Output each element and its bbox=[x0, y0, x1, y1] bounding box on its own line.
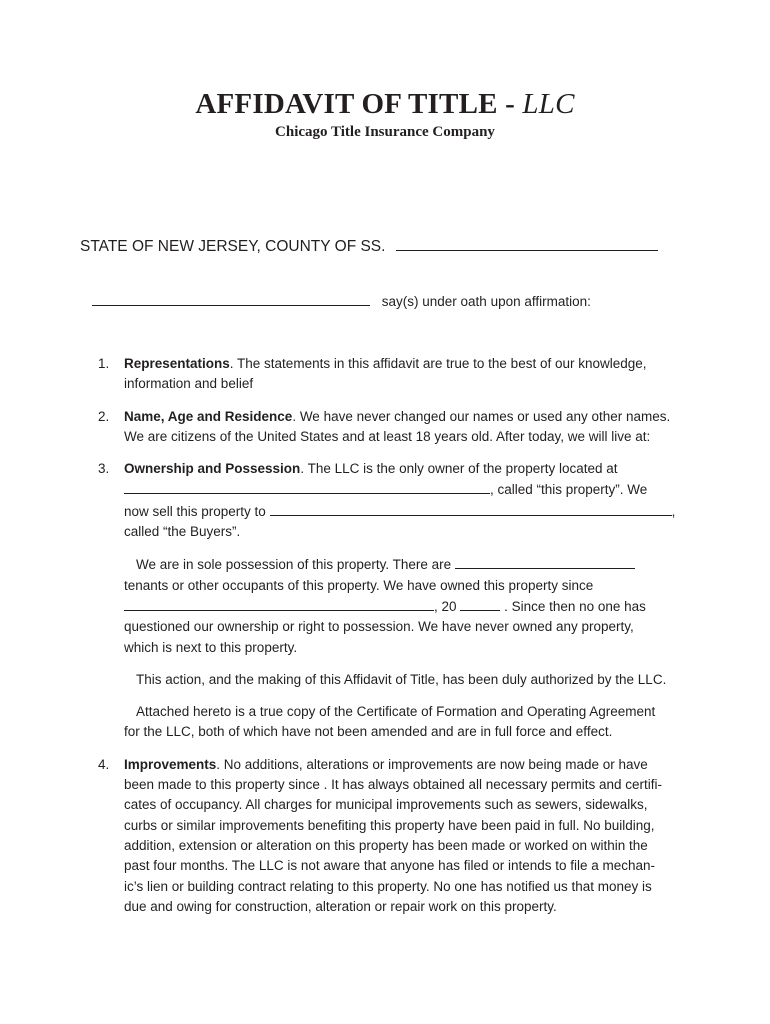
state-county-line bbox=[80, 236, 700, 256]
possession-paragraph bbox=[124, 554, 696, 657]
item-name-age-residence bbox=[96, 407, 696, 448]
item-text: questioned our ownership or right to possession. We have never owned any property, bbox=[124, 619, 634, 635]
item-text: now sell this property to bbox=[124, 503, 266, 519]
title-main: AFFIDAVIT OF TITLE - bbox=[195, 88, 515, 120]
item-ownership-possession bbox=[96, 459, 696, 743]
item-text: information and belief bbox=[124, 376, 254, 392]
owned-since-date-blank-field[interactable] bbox=[124, 596, 434, 611]
item-text: . The statements in this affidavit are true to the best of our knowledge, bbox=[229, 356, 647, 371]
oath-line bbox=[92, 291, 692, 309]
item-text: . Since then no one has bbox=[504, 598, 646, 614]
item-text: We are citizens of the United States and at least 18 years old. After today, we will live at: bbox=[124, 428, 651, 444]
owned-since-year-blank-field[interactable] bbox=[460, 596, 500, 611]
item-text: due and owing for construction, alteration or repair work on this property. bbox=[124, 898, 557, 914]
item-text: . No additions, alterations or improvements are now being made or have bbox=[216, 756, 648, 772]
item-number: 2. bbox=[98, 408, 110, 424]
occupants-count-blank-field[interactable] bbox=[455, 554, 635, 569]
item-heading: Name, Age and Residence bbox=[124, 408, 293, 424]
item-number: 3. bbox=[98, 461, 110, 477]
item-heading: Improvements bbox=[124, 756, 217, 772]
item-text: been made to this property since . It has always obtained all necessary permits and certifi- bbox=[124, 777, 663, 793]
affiant-name-blank-field[interactable] bbox=[92, 291, 370, 306]
item-improvements bbox=[96, 755, 696, 917]
affidavit-body bbox=[96, 354, 696, 929]
item-text: called “the Buyers”. bbox=[124, 524, 241, 540]
item-text: which is next to this property. bbox=[124, 639, 298, 655]
item-text: Attached hereto is a true copy of the Certificate of Formation and Operating Agreement bbox=[136, 704, 656, 720]
attachment-paragraph bbox=[124, 702, 696, 743]
item-text: past four months. The LLC is not aware that anyone has filed or intends to file a mechan- bbox=[124, 858, 656, 874]
item-representations bbox=[96, 354, 696, 395]
item-text: , called “this property”. We bbox=[490, 482, 648, 498]
item-text: , 20 bbox=[434, 598, 457, 614]
oath-text: say(s) under oath upon affirmation: bbox=[381, 294, 591, 309]
document-title bbox=[0, 88, 770, 121]
item-number: 4. bbox=[98, 756, 110, 772]
property-location-blank-field[interactable] bbox=[124, 479, 490, 494]
item-heading: Representations bbox=[124, 356, 230, 371]
item-text: tenants or other occupants of this property. We have owned this property since bbox=[124, 577, 594, 593]
title-llc: LLC bbox=[522, 88, 575, 120]
item-text: addition, extension or alteration on this property has been made or worked on within the bbox=[124, 837, 648, 853]
document-subtitle: Chicago Title Insurance Company bbox=[275, 124, 495, 140]
item-text: , bbox=[671, 503, 676, 519]
item-number: 1. bbox=[98, 356, 110, 371]
buyers-blank-field[interactable] bbox=[270, 501, 672, 516]
item-text: cates of occupancy. All charges for municipal improvements such as sewers, sidewalks, bbox=[124, 797, 648, 813]
item-text: ic’s lien or building contract relating to this property. No one has notified us that money is bbox=[124, 878, 652, 894]
state-county-label: STATE OF NEW JERSEY, COUNTY OF SS. bbox=[80, 238, 386, 255]
item-text: curbs or similar improvements benefiting this property have been paid in full. No building, bbox=[124, 817, 655, 833]
item-text: We are in sole possession of this property. There are bbox=[136, 557, 452, 573]
item-text: for the LLC, both of which have not been amended and are in full force and effect. bbox=[124, 724, 613, 740]
item-heading: Ownership and Possession bbox=[124, 461, 301, 477]
county-blank-field[interactable] bbox=[396, 236, 658, 251]
item-text: . The LLC is the only owner of the property located at bbox=[300, 461, 618, 477]
item-text: . We have never changed our names or used any other names. bbox=[292, 408, 671, 424]
authorization-paragraph: This action, and the making of this Affidavit of Title, has been duly authorized by the LLC. bbox=[136, 671, 667, 687]
